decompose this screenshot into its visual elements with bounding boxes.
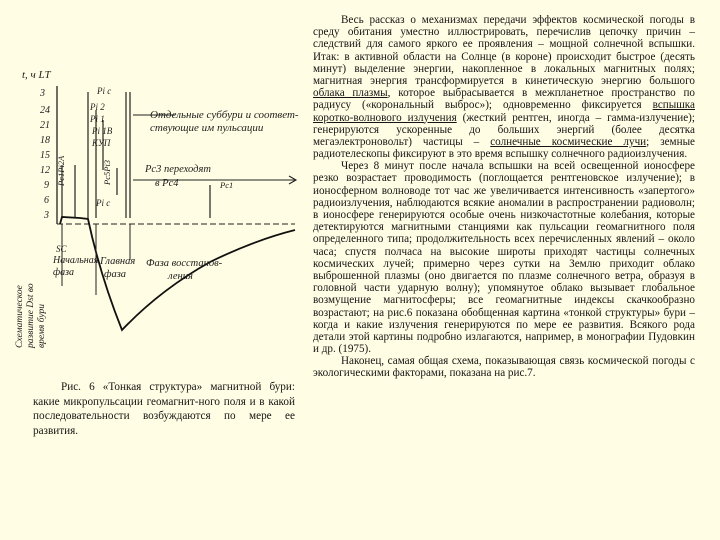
time-axis-title: t, ч LT (22, 69, 51, 81)
underlined-term: вспышка коротко-волнового излучения (313, 99, 695, 124)
phase-recovery-label: Фаза восстанов- ления (146, 258, 223, 282)
sc-label: SC (56, 244, 67, 254)
underlined-term: солнечные космические лучи (490, 135, 647, 148)
paragraph-2: Через 8 минут после начала вспышки на всей освещенной ионосфере резко возрастает проводимость (поглощается рентгеновское излучение); в ионосферном волноводе тот час же увеличивается интенсивность «запертого» радиоизлучения, наблюдаются всякие аномалии в распространении радиоволн; в ионосфере генерируются особые очень низкочастотные колебания, которые детектируются магнитными станциями как пульсации геомагнитного поля определенного типа; продолжительность всех перечисленных явлений – около часа; спустя полчаса на высокие широты приходят частицы солнечных космических лучей; примерно через сутки на Землю приходит облако выброшенной плазмы (оно двигается по плазме солнечного ветра, образуя в головной части ударную волну); упомянутое облако вызывает глобальное возмущение магнитосферы; все геомагнитные индексы скачкообразно возрастают; на рис.6 показана обобщенная картина «тонкой структуры» бури – когда и какие излучения генерируются по мере ее развития. Всякого рода детали этой картины подробно излагаются, например, в монографии Пудовкин и др. (1975). (313, 160, 695, 356)
pulsation-label: Pi 2 (90, 102, 105, 112)
hour-label: 3 (44, 210, 49, 221)
paragraph-3: Наконец, самая общая схема, показывающая связь космической погоды с экологическими факторами, показана на рис.7. (313, 355, 695, 380)
pulsation-label: КУП (92, 138, 111, 148)
hour-label: 12 (40, 165, 50, 176)
hour-label: 21 (40, 120, 50, 131)
storm-structure-figure (0, 60, 305, 380)
phase-main-label: Главная фаза (100, 256, 136, 280)
pc-label: Pc1Pi2A (56, 155, 66, 186)
paragraph-1: Весь рассказ о механизмах передачи эффектов космической погоды в среду обитания уместно иллюстрировать, перечислив цепочку причин – следствий для самого яркого ее проявления – мощной солнечной вспышки. Итак: в активной области на Солнце (в короне) происходит быстрое (десять минут) выделение энергии, накопленное в локальных магнитных полях; магнитная энергия трансформируется в кинетическую энергию большого облака плазмы, которое выбрасывается в межпланетное пространство по радиусу («корональный выброс»); одновременно фиксируется вспышка коротко-волнового излучения (жесткий рентген, иногда – гамма-излучение); генерируются ускоренные до больших энергий (более десятка мегаэлектроновольт) частицы – солнечные космические лучи; земные радиотелескопы фиксируют в это время вспышку солнечного радиоизлучения. (313, 14, 695, 161)
hour-label: 18 (40, 135, 50, 146)
hour-label: 15 (40, 150, 50, 161)
pulsation-label: Pi 1B (92, 126, 113, 136)
hour-labels (39, 88, 50, 221)
hour-label: 24 (40, 105, 50, 116)
underlined-term: облака плазмы (313, 87, 388, 100)
article-text (313, 14, 695, 380)
pulsation-label: Pi c (96, 198, 111, 208)
pulsation-markers (89, 86, 113, 208)
pc-label: Pc5Pi3 (102, 159, 112, 185)
substorm-text: Отдельные суббури и соответ- ствующие им пульсации (150, 109, 299, 134)
phase-initial-label: Начальная фаза (53, 255, 99, 278)
dst-axis-label: Схематическое развитие Dst во время бури (15, 283, 47, 348)
hour-label: 6 (44, 195, 49, 206)
pulsation-label: Pi c (97, 86, 112, 96)
pc-label: Pc1 (220, 180, 234, 190)
pc3-text: Pc3 переходят в Pc4 (145, 164, 211, 189)
figure-caption: Рис. 6 «Тонкая структура» магнитной бури: какие микропульсации геомагнит-ного поля и в какой последовательности возбуждаются по мере ее развития. (33, 381, 295, 437)
pulsation-label: Pi 1 (90, 114, 105, 124)
hour-label: 9 (44, 180, 49, 191)
hour-label: 3 (40, 88, 45, 99)
